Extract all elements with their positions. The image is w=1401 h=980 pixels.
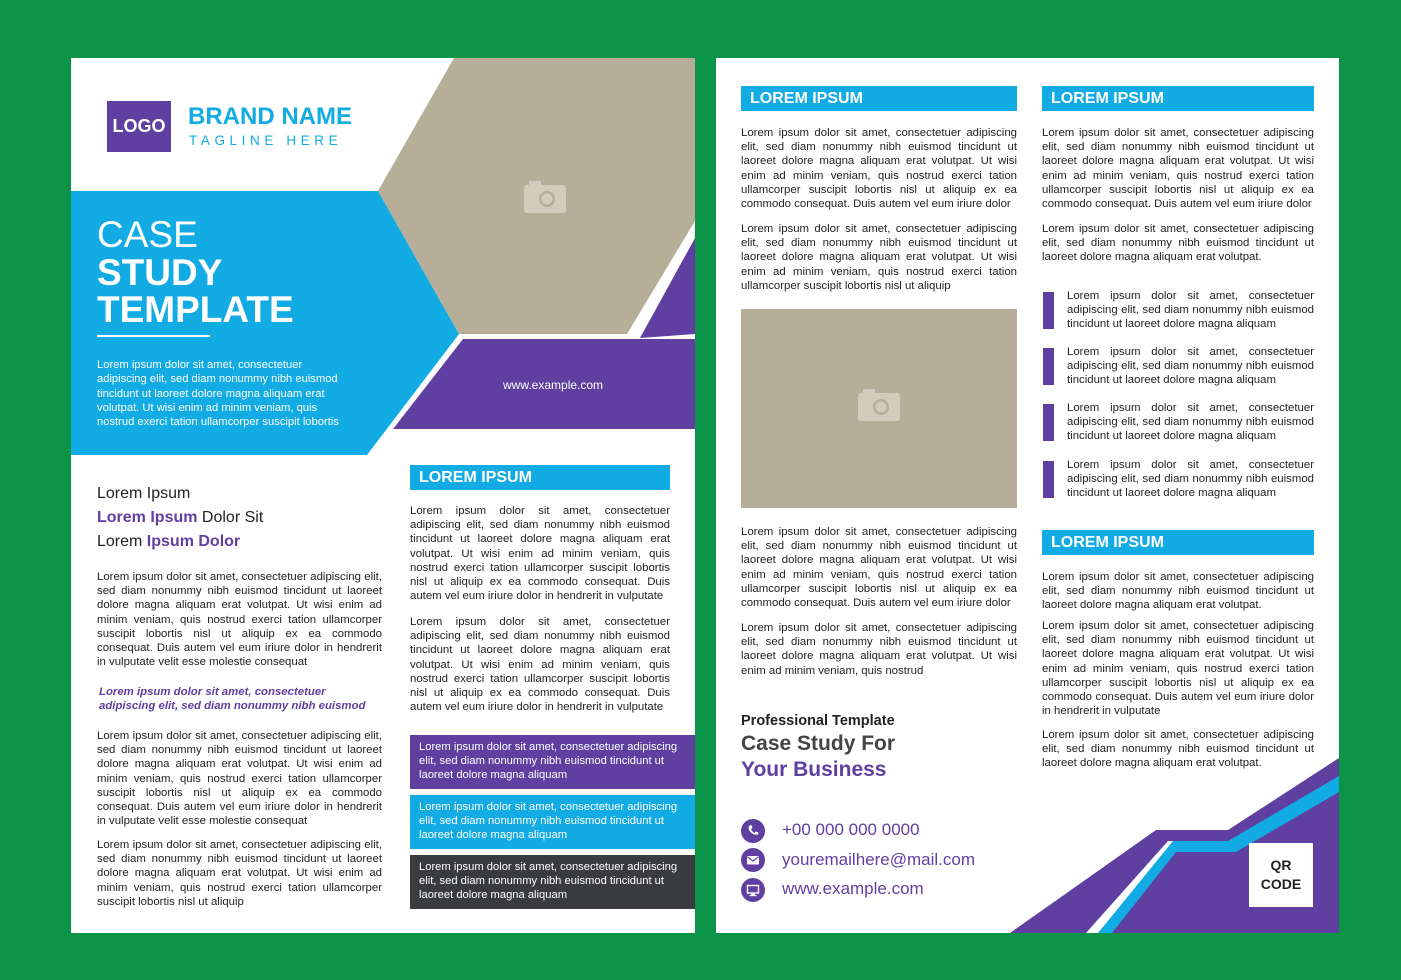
brand-name: BRAND NAME [188,103,352,130]
qr-label-2: CODE [1260,876,1302,892]
col1-paragraph-4: Lorem ipsum dolor sit amet, consectetuer adipiscing elit, sed diam nonummy nibh euismod tincidunt ut laoreet dolore magna aliquam erat volutpat. Ut wisi enim ad minim veniam, quis nostrud [741,622,1017,677]
phone-icon [741,819,765,843]
subheading-3-lead: Lorem [97,533,147,550]
subheading-2-bold: Lorem Ipsum [97,509,198,526]
promo-line-1: Case Study For [741,732,896,755]
right-paragraph-2: Lorem ipsum dolor sit amet, consectetuer adipiscing elit, sed diam nonummy nibh euismod tincidunt ut laoreet dolore magna aliquam erat volutpat. Ut wisi enim ad minim veniam, quis nostrud exerci tation ullamcorper suscipit lobortis nisl ut aliquip ex ea commodo consequat. Duis autem vel eum iriure dolor in hendrerit in vulputate [410,616,670,714]
highlight-box-blue: Lorem ipsum dolor sit amet, consectetuer adipiscing elit, sed diam nonummy nibh euismod tincidunt ut laoreet dolore magna aliquam [410,795,695,849]
title-case: CASE [97,214,198,255]
left-paragraph-3: Lorem ipsum dolor sit amet, consectetuer adipiscing elit, sed diam nonummy nibh euismod tincidunt ut laoreet dolore magna aliquam erat volutpat. Ut wisi enim ad minim veniam, quis nostrud exerci tation ullamcorper suscipit lobortis nisl ut aliquip [97,839,382,908]
col1-paragraph-3: Lorem ipsum dolor sit amet, consectetuer adipiscing elit, sed diam nonummy nibh euismod tincidunt ut laoreet dolore magna aliquam erat volutpat. Ut wisi enim ad minim veniam, quis nostrud exerci tation ullamcorper suscipit lobortis nisl ut aliquip ex ea commodo consequat. Duis autem vel eum iriure dolor [741,526,1017,610]
bullet-bar-2 [1043,348,1054,385]
left-paragraph-1: Lorem ipsum dolor sit amet, consectetuer adipiscing elit, sed diam nonummy nibh euismod tincidunt ut laoreet dolore magna aliquam erat volutpat. Ut wisi enim ad minim veniam, quis nostrud exerci tation ullamcorper suscipit lobortis nisl ut aliquip ex ea commodo consequat. Duis autem vel eum iriure dolor in hendrerit in vulputate velit esse molestie consequat [97,571,382,669]
title-study: STUDY [97,252,223,293]
promo-small-title: Professional Template [741,713,895,729]
bullet-text-1: Lorem ipsum dolor sit amet, consectetuer adipiscing elit, sed diam nonummy nibh euismod tincidunt ut laoreet dolore magna aliquam [1067,290,1314,331]
subheading-3-bold: Ipsum Dolor [146,533,241,550]
camera-icon [523,180,567,214]
qr-code-box [1249,843,1313,907]
bullet-text-2: Lorem ipsum dolor sit amet, consectetuer adipiscing elit, sed diam nonummy nibh euismod tincidunt ut laoreet dolore magna aliquam [1067,346,1314,387]
col2-paragraph-5: Lorem ipsum dolor sit amet, consectetuer adipiscing elit, sed diam nonummy nibh euismod tincidunt ut laoreet dolore magna aliquam erat volutpat. [1042,729,1314,770]
left-paragraph-2: Lorem ipsum dolor sit amet, consectetuer adipiscing elit, sed diam nonummy nibh euismod tincidunt ut laoreet dolore magna aliquam erat volutpat. Ut wisi enim ad minim veniam, quis nostrud exerci tation ullamcorper suscipit lobortis nisl ut aliquip ex ea commodo consequat. Duis autem vel eum iriure dolor in hendrerit in vulputate velit esse molestie consequat [97,730,382,828]
col2-header-1: LOREM IPSUM [1042,86,1314,111]
pull-quote: Lorem ipsum dolor sit amet, consectetuer adipiscing elit, sed diam nonummy nibh euismod [99,686,366,713]
website-label: www.example.com [503,378,604,392]
title-underline [97,335,210,337]
col2-paragraph-2: Lorem ipsum dolor sit amet, consectetuer adipiscing elit, sed diam nonummy nibh euismod tincidunt ut laoreet dolore magna aliquam erat volutpat. [1042,223,1314,264]
col2-paragraph-4: Lorem ipsum dolor sit amet, consectetuer adipiscing elit, sed diam nonummy nibh euismod tincidunt ut laoreet dolore magna aliquam erat volutpat. Ut wisi enim ad minim veniam, quis nostrud exerci tation ullamcorper suscipit lobortis nisl ut aliquip ex ea commodo consequat. Duis autem vel eum iriure dolor in hendrerit in vulputate [1042,620,1314,718]
logo-box: LOGO [107,101,171,152]
subheading-3 [97,533,240,551]
highlight-box-purple: Lorem ipsum dolor sit amet, consectetuer adipiscing elit, sed diam nonummy nibh euismod tincidunt ut laoreet dolore magna aliquam [410,735,695,789]
col2-paragraph-3: Lorem ipsum dolor sit amet, consectetuer adipiscing elit, sed diam nonummy nibh euismod tincidunt ut laoreet dolore magna aliquam erat volutpat. [1042,571,1314,612]
bullet-text-4: Lorem ipsum dolor sit amet, consectetuer adipiscing elit, sed diam nonummy nibh euismod tincidunt ut laoreet dolore magna aliquam [1067,459,1314,500]
tagline: TAGLINE HERE [189,133,343,148]
col2-paragraph-1: Lorem ipsum dolor sit amet, consectetuer adipiscing elit, sed diam nonummy nibh euismod tincidunt ut laoreet dolore magna aliquam erat volutpat. Ut wisi enim ad minim veniam, quis nostrud exerci tation ullamcorper suscipit lobortis nisl ut aliquip ex ea commodo consequat. Duis autem vel eum iriure dolor [1042,127,1314,211]
intro-text: Lorem ipsum dolor sit amet, consectetuer adipiscing elit, sed diam nonummy nibh euismod tincidunt ut laoreet dolore magna aliquam erat volutpat. Ut wisi enim ad minim veniam, quis nostrud exerci tation ullamcorper suscipit lobortis [97,359,339,429]
bullet-bar-3 [1043,404,1054,441]
monitor-icon [741,878,765,902]
bullet-bar-1 [1043,292,1054,329]
col1-paragraph-2: Lorem ipsum dolor sit amet, consectetuer adipiscing elit, sed diam nonummy nibh euismod tincidunt ut laoreet dolore magna aliquam erat volutpat. Ut wisi enim ad minim veniam, quis nostrud exerci tation ullamcorper suscipit lobortis nisl ut aliquip [741,223,1017,292]
col1-header: LOREM IPSUM [741,86,1017,111]
title-template: TEMPLATE [97,289,294,330]
highlight-box-dark: Lorem ipsum dolor sit amet, consectetuer adipiscing elit, sed diam nonummy nibh euismod tincidunt ut laoreet dolore magna aliquam [410,855,695,909]
right-paragraph-1: Lorem ipsum dolor sit amet, consectetuer adipiscing elit, sed diam nonummy nibh euismod tincidunt ut laoreet dolore magna aliquam erat volutpat. Ut wisi enim ad minim veniam, quis nostrud exerci tation ullamcorper suscipit lobortis nisl ut aliquip ex ea commodo consequat. Duis autem vel eum iriure dolor in hendrerit in vulputate [410,505,670,603]
website-link[interactable]: www.example.com [782,879,924,898]
phone-number[interactable]: +00 000 000 0000 [782,820,920,839]
col1-paragraph-1: Lorem ipsum dolor sit amet, consectetuer adipiscing elit, sed diam nonummy nibh euismod tincidunt ut laoreet dolore magna aliquam erat volutpat. Ut wisi enim ad minim veniam, quis nostrud exerci tation ullamcorper suscipit lobortis nisl ut aliquip ex ea commodo consequat. Duis autem vel eum iriure dolor [741,127,1017,211]
envelope-icon [741,848,765,872]
promo-line-2: Your Business [741,758,887,781]
bullet-text-3: Lorem ipsum dolor sit amet, consectetuer adipiscing elit, sed diam nonummy nibh euismod tincidunt ut laoreet dolore magna aliquam [1067,402,1314,443]
brochure-page-front [71,58,695,933]
brochure-page-back [716,58,1339,933]
bullet-bar-4 [1043,461,1054,498]
subheading-2 [97,509,263,527]
qr-label-1: QR [1270,857,1292,873]
subheading-1: Lorem Ipsum [97,485,191,502]
col2-header-2: LOREM IPSUM [1042,530,1314,555]
camera-icon [857,388,901,422]
email-address[interactable]: youremailhere@mail.com [782,850,975,869]
subheading-2-rest: Dolor Sit [197,509,264,526]
right-column-header: LOREM IPSUM [410,465,670,490]
